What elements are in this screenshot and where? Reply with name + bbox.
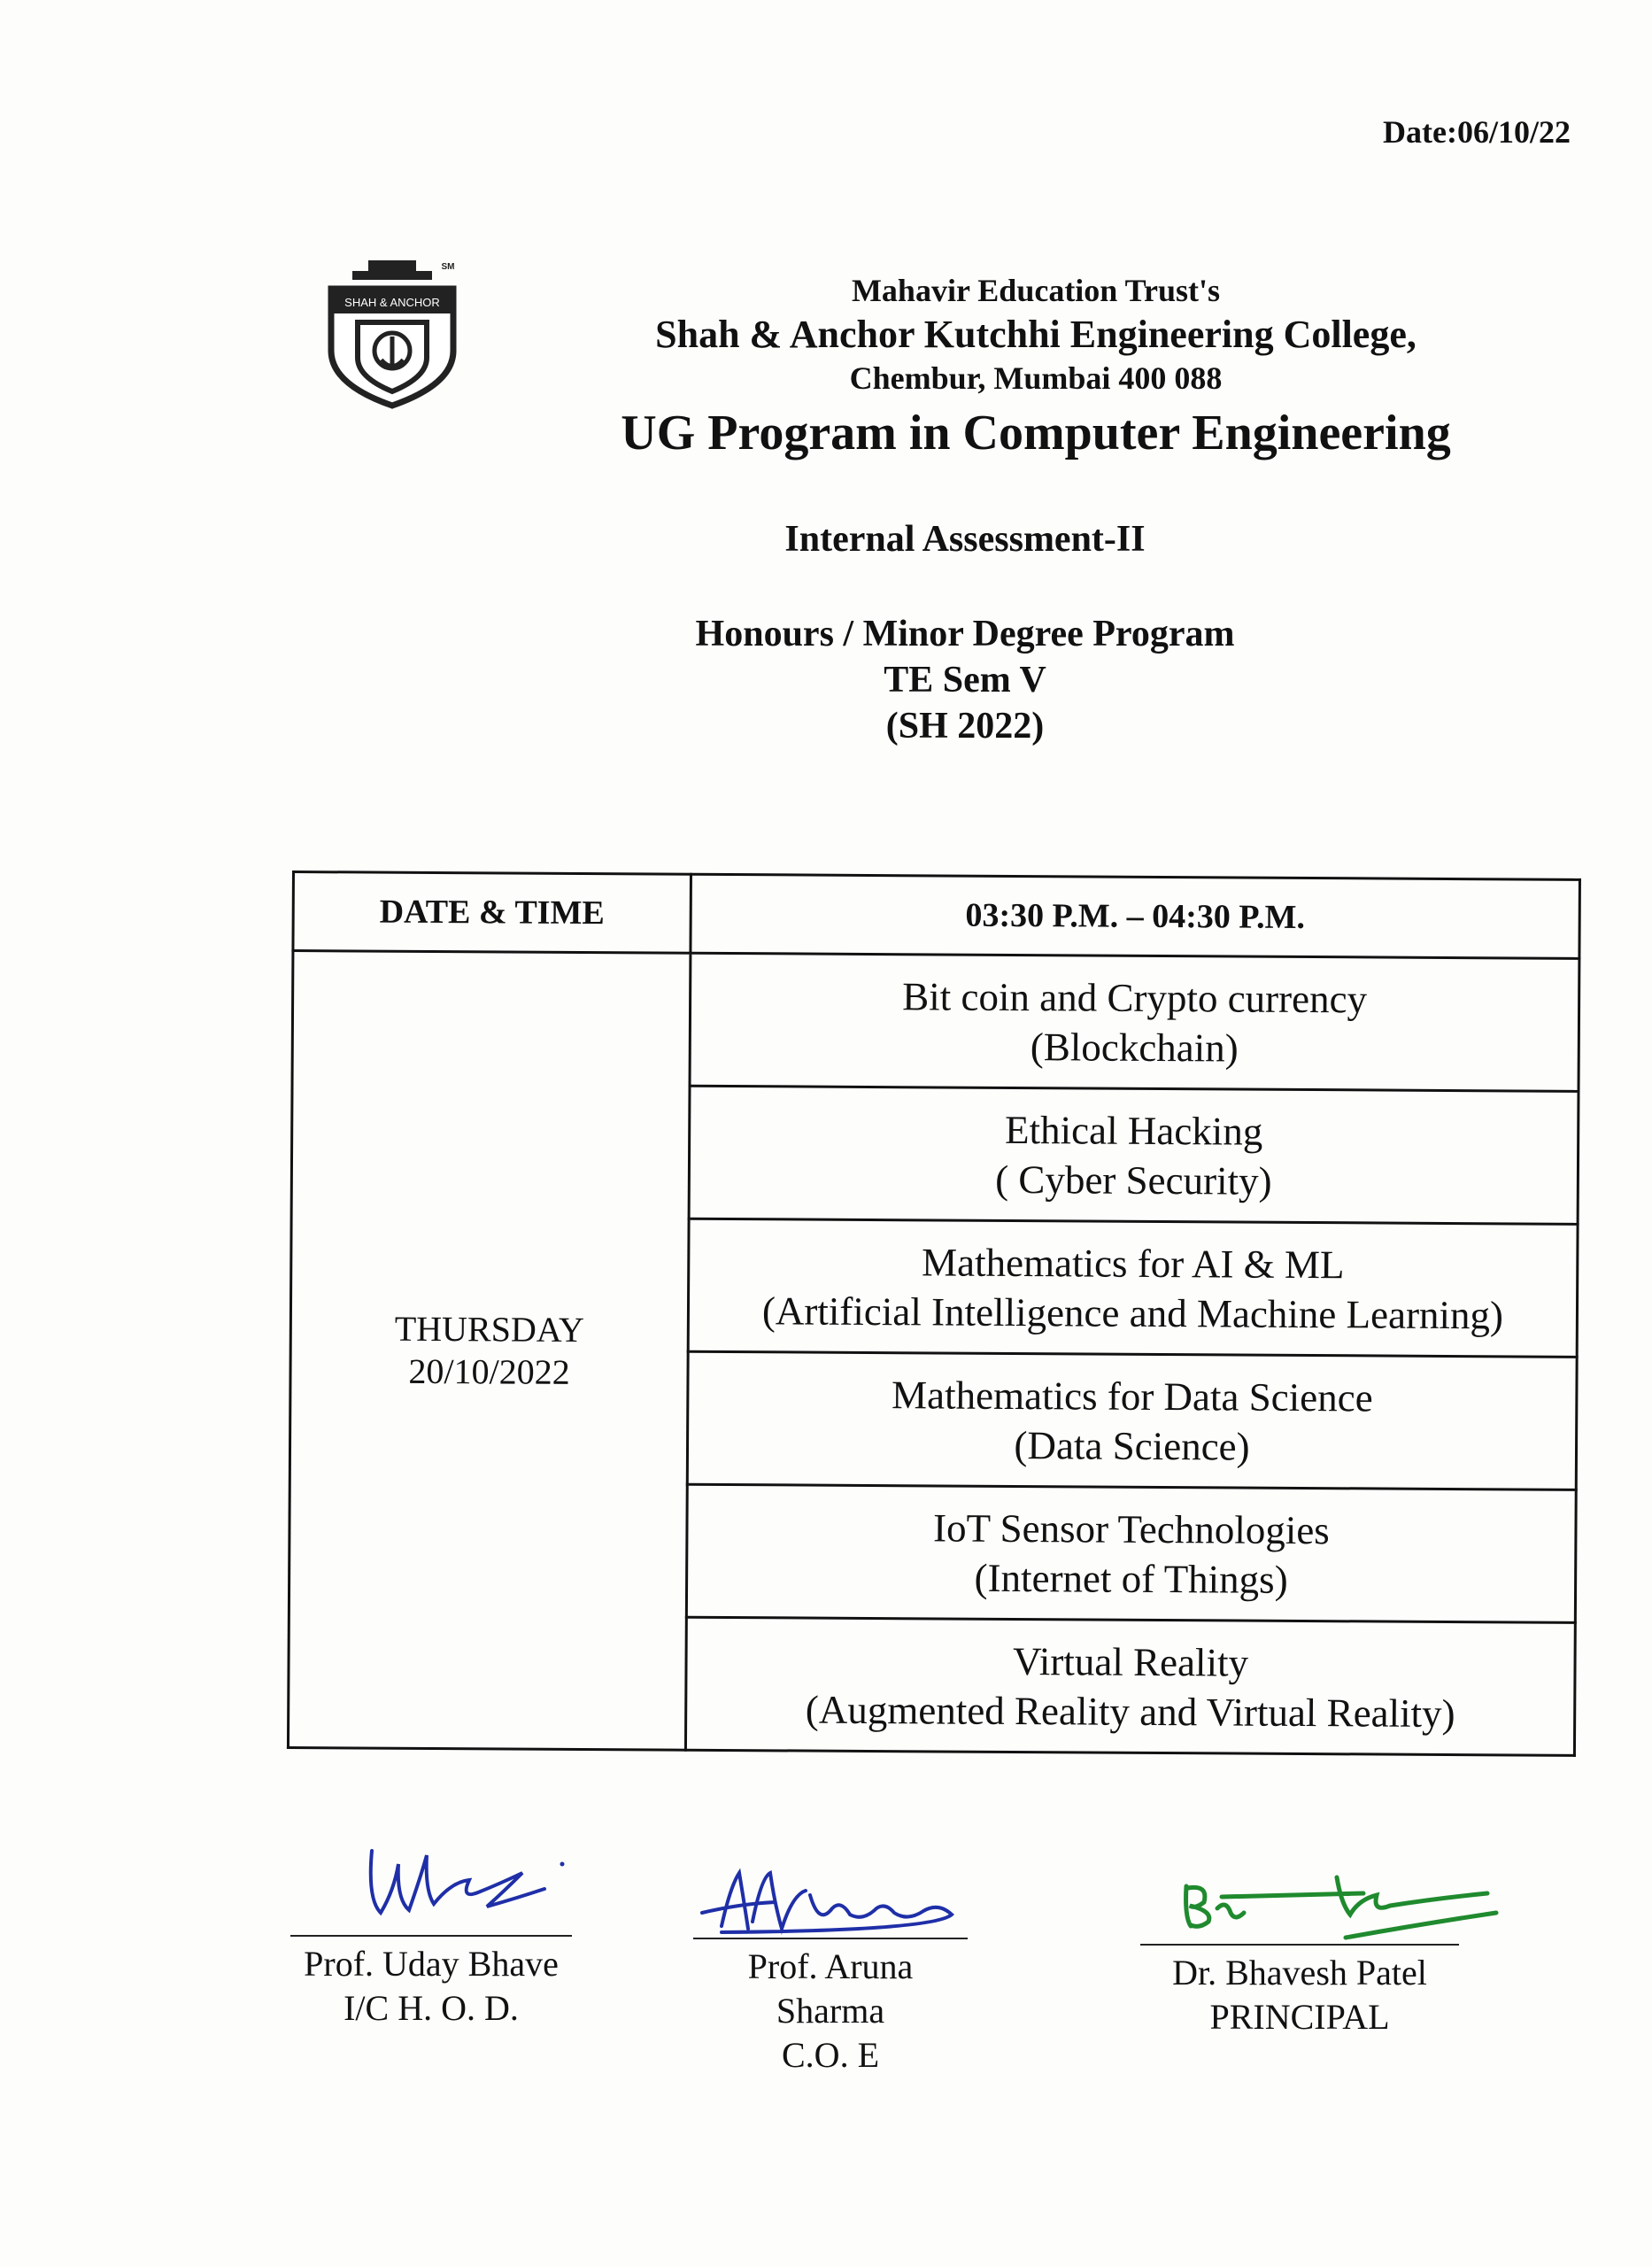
trust-name: Mahavir Education Trust's (851, 273, 1221, 308)
signatory-role: I/C H. O. D. (344, 1988, 519, 2028)
subject-name: Virtual Reality (1012, 1638, 1249, 1685)
subject-track: (Internet of Things) (974, 1555, 1288, 1602)
signatory-coe (693, 1938, 968, 2077)
college-header (567, 270, 1505, 465)
header-time-slot: 03:30 P.M. – 04:30 P.M. (691, 874, 1580, 958)
subject-cell (685, 1617, 1575, 1755)
signatory-hod (290, 1935, 572, 2031)
signatory-name: Dr. Bhavesh Patel (1172, 1953, 1427, 1992)
signatory-name: Prof. Uday Bhave (304, 1944, 559, 1984)
college-name: Shah & Anchor Kutchhi Engineering College, (655, 313, 1417, 356)
subject-track: (Blockchain) (1030, 1024, 1239, 1071)
signatory-name: Prof. Aruna Sharma (747, 1946, 914, 2031)
subject-name: IoT Sensor Technologies (933, 1505, 1330, 1552)
subject-name: Mathematics for Data Science (891, 1372, 1373, 1420)
scheme: (SH 2022) (885, 706, 1045, 747)
subject-track: (Augmented Reality and Virtual Reality) (805, 1687, 1455, 1736)
document-date: Date:06/10/22 (1383, 114, 1571, 150)
logo-text: SHAH & ANCHOR (344, 296, 440, 309)
subject-cell (689, 1086, 1579, 1224)
program-name: Honours / Minor Degree Program (695, 614, 1235, 654)
signature-line (290, 1935, 572, 1937)
signature-line (693, 1938, 968, 1939)
subject-cell (690, 953, 1579, 1091)
table-header-row (293, 872, 1580, 959)
logo-mark: SM (441, 262, 455, 272)
semester: TE Sem V (884, 660, 1046, 700)
signatory-principal (1140, 1944, 1459, 2039)
subject-track: (Artificial Intelligence and Machine Learning) (761, 1288, 1504, 1337)
signature-bhavesh-patel (1169, 1860, 1505, 1957)
college-address: Chembur, Mumbai 400 088 (849, 360, 1223, 396)
subject-track: (Data Science) (1014, 1422, 1250, 1469)
exam-schedule-table (287, 870, 1581, 1757)
college-logo (326, 259, 459, 409)
header-date-time: DATE & TIME (293, 872, 691, 954)
exam-title: Internal Assessment-II (784, 519, 1146, 560)
subject-name: Mathematics for AI & ML (921, 1239, 1345, 1287)
subject-cell (688, 1219, 1578, 1357)
table-row (292, 951, 1579, 1092)
subject-cell (687, 1351, 1577, 1489)
subject-track: ( Cyber Security) (995, 1157, 1272, 1203)
program-title: UG Program in Computer Engineering (621, 406, 1451, 460)
signatory-role: PRINCIPAL (1209, 1997, 1390, 2037)
exam-date: 20/10/2022 (408, 1350, 570, 1392)
signature-line (1140, 1944, 1459, 1946)
anchor-shield-icon (331, 260, 453, 406)
subject-cell (686, 1484, 1576, 1622)
program-block (620, 611, 1310, 749)
exam-date-cell (288, 951, 690, 1751)
signature-aruna-sharma (686, 1860, 978, 1944)
exam-day: THURSDAY (394, 1308, 585, 1350)
subject-name: Ethical Hacking (1004, 1107, 1263, 1154)
signature-uday-bhave (354, 1829, 584, 1935)
signatory-role: C.O. E (782, 2035, 879, 2075)
subject-name: Bit coin and Crypto currency (902, 973, 1368, 1021)
